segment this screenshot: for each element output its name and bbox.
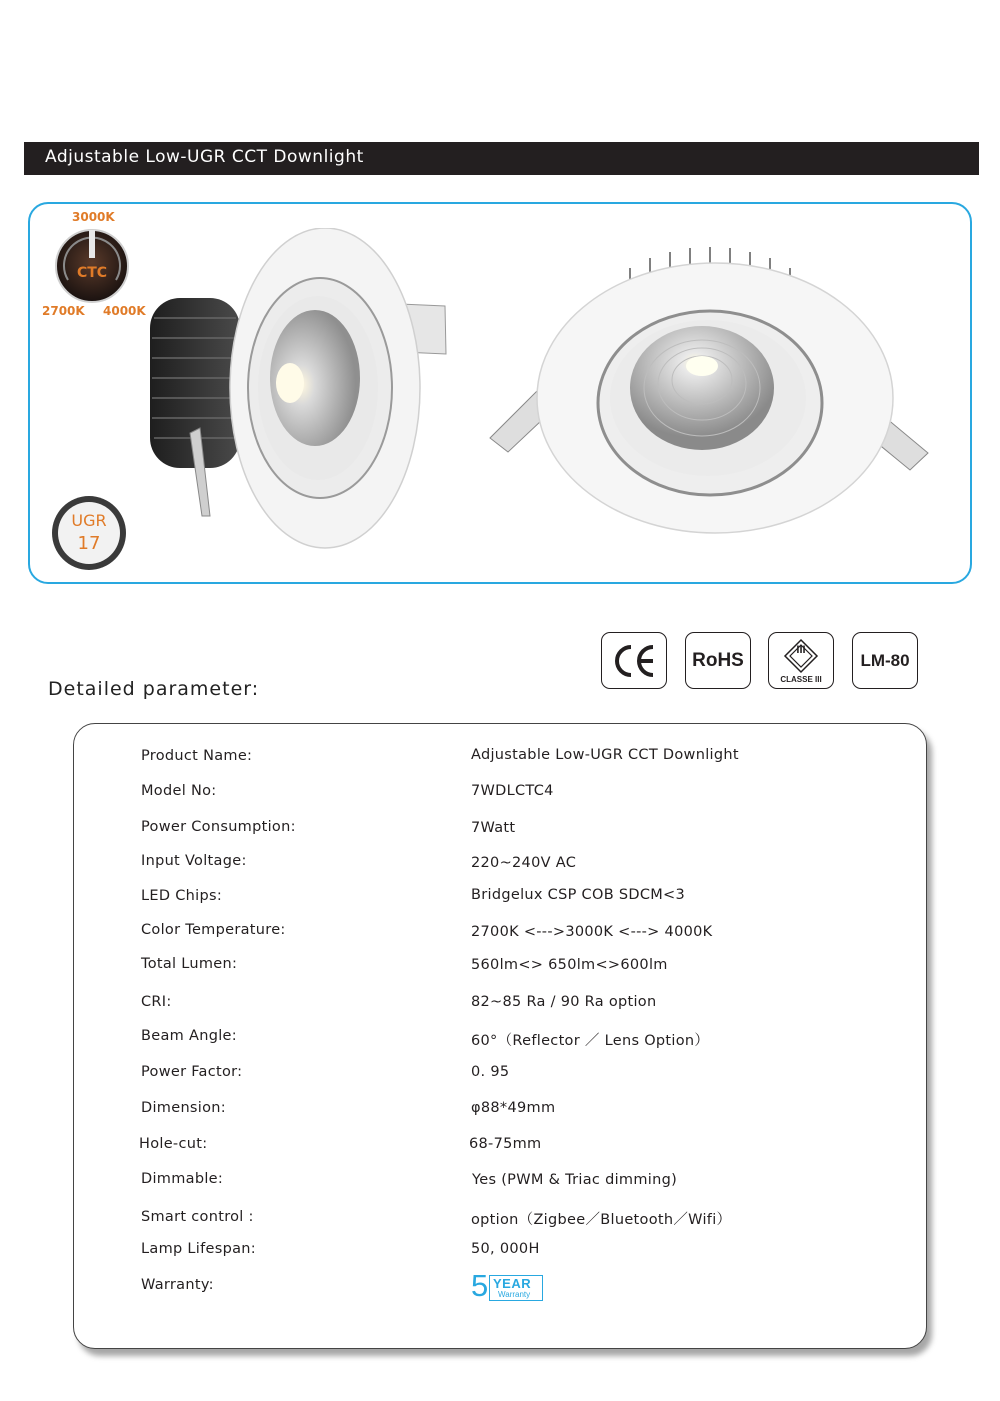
warranty-box: [489, 1275, 543, 1301]
param-value: 7Watt: [471, 820, 516, 836]
param-label: LED Chips:: [141, 888, 223, 904]
param-label: CRI:: [141, 994, 172, 1010]
param-value: Bridgelux CSP COB SDCM<3: [471, 887, 686, 903]
warranty-word-label: Warranty: [498, 1290, 531, 1299]
ce-certification-icon: [601, 632, 667, 689]
param-value: 68-75mm: [469, 1136, 542, 1152]
param-label: Beam Angle:: [141, 1028, 237, 1044]
ctc-temp-top: 3000K: [72, 210, 115, 224]
ctc-temp-right: 4000K: [103, 304, 146, 318]
param-value: 560lm<> 650lm<>600lm: [471, 957, 668, 973]
ce-mark-icon: [611, 643, 657, 679]
param-label: Model No:: [141, 783, 217, 799]
downlight-front-image: [480, 238, 950, 548]
param-value: Adjustable Low-UGR CCT Downlight: [471, 747, 739, 763]
warranty-number: 5: [471, 1268, 489, 1303]
param-value: option（Zigbee／Bluetooth／Wifi）: [471, 1212, 732, 1228]
ugr-label: UGR: [71, 511, 107, 530]
param-label: Total Lumen:: [141, 956, 238, 972]
param-label: Hole-cut:: [139, 1136, 208, 1152]
classe-label: CLASSE III: [780, 675, 822, 684]
lm80-label: LM-80: [860, 650, 910, 670]
param-label: Dimmable:: [141, 1171, 224, 1187]
section-heading: Detailed parameter:: [48, 678, 260, 700]
param-value: φ88*49mm: [471, 1100, 556, 1116]
classe-symbol: III: [796, 644, 806, 656]
param-label: Power Consumption:: [141, 819, 296, 835]
param-value: 82~85 Ra / 90 Ra option: [471, 994, 657, 1010]
param-value: 60°（Reflector ／ Lens Option）: [471, 1033, 710, 1049]
five-year-warranty-logo: [471, 1268, 545, 1304]
rohs-certification-badge: [685, 632, 751, 689]
param-label: Warranty:: [141, 1277, 214, 1293]
downlight-side-image: [140, 228, 470, 558]
param-value: 220~240V AC: [471, 855, 577, 871]
page-title: Adjustable Low-UGR CCT Downlight: [45, 147, 364, 167]
param-label: Smart control :: [141, 1209, 254, 1225]
param-value: 0. 95: [471, 1064, 510, 1080]
ctc-label: CTC: [76, 265, 108, 281]
rohs-label: RoHS: [692, 649, 744, 671]
param-label: Product Name:: [141, 748, 253, 764]
title-bar: [24, 142, 979, 175]
param-value: Yes (PWM & Triac dimming): [472, 1172, 678, 1188]
param-value: 7WDLCTC4: [471, 783, 554, 799]
warranty-year-label: YEAR: [493, 1276, 532, 1291]
param-label: Power Factor:: [141, 1064, 243, 1080]
param-label: Lamp Lifespan:: [141, 1241, 256, 1257]
param-label: Dimension:: [141, 1100, 226, 1116]
ugr-value: 17: [77, 533, 101, 554]
param-label: Input Voltage:: [141, 853, 247, 869]
param-value: 2700K <--->3000K <---> 4000K: [471, 924, 713, 940]
ctc-temp-left: 2700K: [42, 304, 85, 318]
param-value: 50, 000H: [471, 1241, 540, 1257]
lm80-certification-badge: [852, 632, 918, 689]
param-label: Color Temperature:: [141, 922, 286, 938]
classe-iii-certification-badge: [768, 632, 834, 689]
